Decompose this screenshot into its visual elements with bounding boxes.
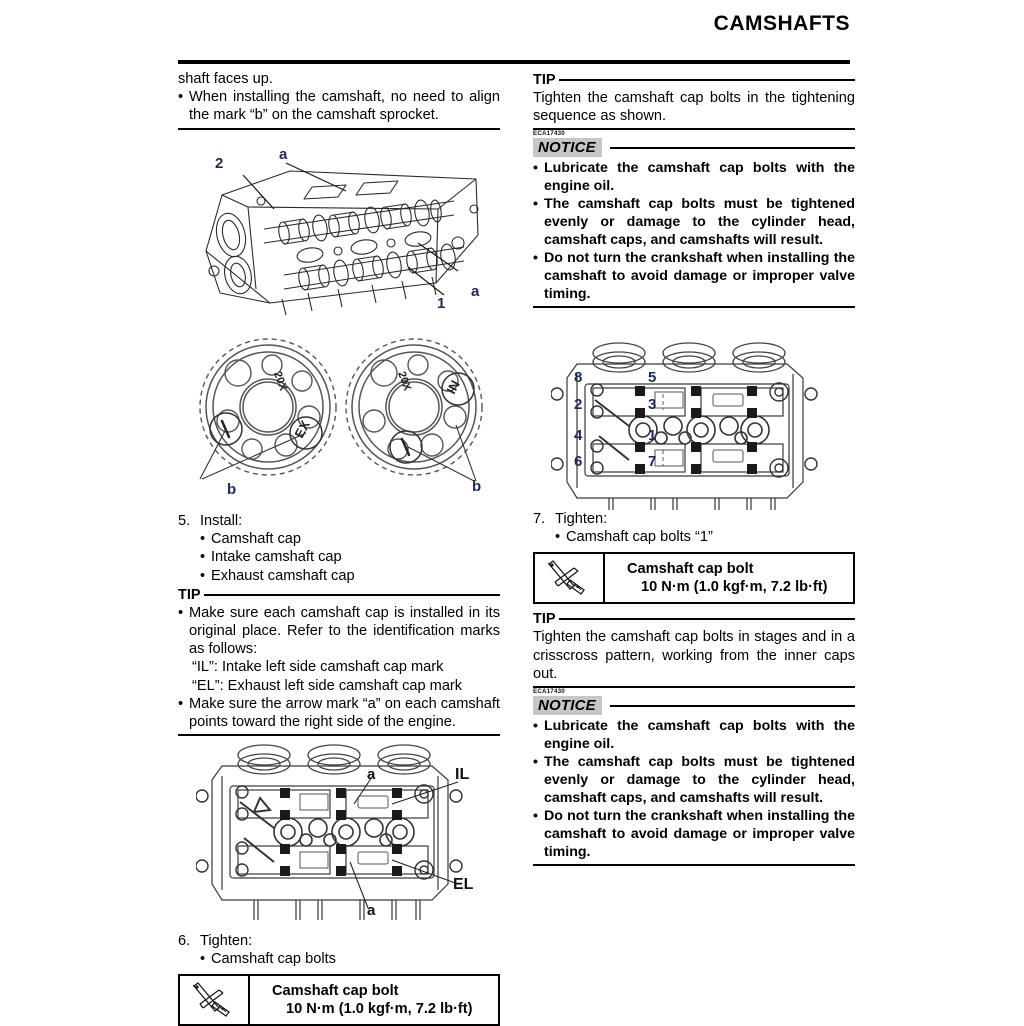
torque-wrench-icon-cell [180,976,250,1024]
torque-value: 10 N·m (1.0 kgf·m, 7.2 lb·ft) [286,1001,473,1018]
list-item [555,528,855,546]
tip-text-right-1: Tighten the camshaft cap bolts in the tightening sequence as shown. [533,90,855,125]
step-7-heading [533,510,855,528]
step5-item-2: Exhaust camshaft cap [211,567,355,584]
torque-wrench-icon [189,980,239,1020]
camshaft-assembly-drawing [186,143,496,325]
notice-code-1: ECA17430 [533,130,565,138]
step7-item-0: Camshaft cap bolts “1” [566,529,713,546]
bullet-marker: • [178,604,184,621]
seq-label-1: 1 [648,427,657,444]
torque-wrench-icon-cell [535,554,605,602]
svg-text:20X: 20X [271,369,290,393]
figure-camshaft-cap-marks [196,742,486,922]
figure-tightening-sequence [551,340,841,510]
left-column-step5 [178,510,500,736]
torque-spec-table-left [178,974,500,1026]
notice-bullet [533,807,855,861]
bullet-marker: • [178,89,184,106]
notice-2-bullet-0: Lubricate the camshaft cap bolts with the engine oil. [544,718,855,753]
step-5-title: Install: [200,513,243,529]
notice-heading-1 [533,138,855,157]
seq-label-3: 3 [648,396,657,413]
notice-1-bullet-2: Do not turn the crankshaft when installing the camshaft to avoid damage or improper valve timing. [544,250,855,303]
figure-label-il: IL [455,766,470,783]
bullet-marker: • [200,549,206,566]
step-7-title: Tighten: [555,511,608,527]
right-column [533,70,855,308]
step-7-number: 7. [533,511,546,527]
right-column-step7 [533,508,855,866]
notice-body-2 [533,717,855,861]
notice-2-bullet-1: The camshaft cap bolts must be tightened evenly or damage to the cylinder head, camshaft caps, and camshafts will result. [544,754,855,807]
tip-rule [559,618,855,620]
tip-rule [559,79,855,81]
seq-label-8: 8 [574,369,583,386]
svg-text:20X: 20X [395,369,414,393]
tip-bullet-0-text: Make sure each camshaft cap is installed in its original place. Refer to the identification marks as follows: [189,604,500,658]
section-divider-r2 [533,306,855,308]
torque-wrench-icon [544,558,594,598]
svg-text:IN: IN [443,377,463,397]
tip-mark-el: “EL”: Exhaust left side camshaft cap mark [192,677,463,694]
cylinder-head-top-view-drawing [196,742,486,922]
bullet-marker: • [200,951,206,968]
tip-mark-il: “IL”: Intake left side camshaft cap mark [192,659,444,676]
notice-rule [610,705,855,707]
notice-1-bullet-1: The camshaft cap bolts must be tightened evenly or damage to the cylinder head, camshaft caps, and camshafts will result. [544,196,855,249]
left-column [178,70,500,130]
figure-camshaft-install [186,143,496,325]
seq-label-5: 5 [648,369,657,386]
bullet-marker: • [555,529,561,546]
tip-label: TIP [178,586,201,603]
notice-heading-2 [533,696,855,715]
notice-bullet [533,753,855,807]
step-5-number: 5. [178,513,191,529]
svg-text:EX: EX [291,418,313,441]
install-note-bullet [178,88,500,124]
tip-label: TIP [533,72,556,88]
tip-bullet-1 [178,695,500,731]
tip-heading-right-2 [533,612,855,627]
section-divider-1 [178,128,500,130]
step-6-heading [178,932,500,950]
bullet-marker: • [533,754,538,771]
figure-label-a-bottom: a [367,902,376,919]
tip-text-right-2: Tighten the camshaft cap bolts in stages and in a crisscross pattern, working from the inner caps out. [533,629,855,682]
figure-label-1: 1 [437,295,446,312]
step-5-heading [178,512,500,530]
notice-label: NOTICE [533,138,602,157]
tip-label: TIP [533,611,556,628]
notice-2-bullet-2: Do not turn the crankshaft when installing the camshaft to avoid damage or improper valve timing. [544,808,855,861]
step5-item-1: Intake camshaft cap [211,549,342,566]
notice-code-2: ECA17430 [533,688,565,696]
continued-line: shaft faces up. [178,71,273,87]
figure-label-a-top: a [279,146,288,163]
list-item [200,567,500,585]
bullet-marker: • [533,718,538,735]
page-title: CAMSHAFTS [713,12,850,35]
tip-heading-right-1 [533,73,855,88]
tip-heading-left [178,588,500,603]
notice-rule [610,147,855,149]
tip-bullet-1-text: Make sure the arrow mark “a” on each camshaft points toward the right side of the engine. [189,695,500,731]
torque-spec-table-right [533,552,855,604]
step5-item-0: Camshaft cap [211,531,302,548]
bullet-marker: • [178,695,184,712]
figure-label-a-right: a [471,283,480,300]
figure-label-a-top-2: a [367,766,376,783]
left-column-step6 [178,930,500,1026]
step6-item-0: Camshaft cap bolts [211,951,336,968]
step-6-number: 6. [178,933,191,949]
torque-value: 10 N·m (1.0 kgf·m, 7.2 lb·ft) [641,579,828,596]
notice-bullet [533,159,855,195]
step-6-title: Tighten: [200,933,253,949]
torque-spec-text-right [605,554,853,602]
seq-label-4: 4 [574,427,583,444]
bullet-marker: • [200,567,206,584]
notice-label: NOTICE [533,696,602,715]
notice-bullet [533,249,855,303]
figure-label-el: EL [453,876,474,893]
seq-label-7: 7 [648,453,657,470]
list-item [200,950,500,968]
tightening-sequence-drawing [551,340,841,510]
header-divider [178,60,850,64]
bullet-marker: • [200,531,206,548]
bullet-marker: • [533,160,538,177]
bullet-marker: • [533,250,538,267]
list-item [200,530,500,548]
figure-label-2: 2 [215,155,224,172]
sprocket-drawing [186,333,496,505]
torque-spec-text-left [250,976,498,1024]
torque-name: Camshaft cap bolt [272,983,399,1000]
seq-label-2: 2 [574,396,583,413]
notice-body-1 [533,159,855,303]
bullet-marker: • [533,808,538,825]
tip-rule [204,594,500,596]
tip-bullet-0 [178,604,500,659]
notice-bullet [533,717,855,753]
list-item [200,548,500,566]
figure-label-b-left: b [227,481,237,498]
bullet-marker: • [533,196,538,213]
figure-camshaft-sprockets [186,333,496,505]
figure-label-b-right: b [472,478,482,495]
seq-label-6: 6 [574,453,583,470]
section-divider-2 [178,734,500,736]
notice-1-bullet-0: Lubricate the camshaft cap bolts with the engine oil. [544,160,855,195]
notice-bullet [533,195,855,249]
torque-name: Camshaft cap bolt [627,561,754,578]
install-note-text: When installing the camshaft, no need to align the mark “b” on the camshaft sprocket. [189,89,500,124]
section-divider-r4 [533,864,855,866]
